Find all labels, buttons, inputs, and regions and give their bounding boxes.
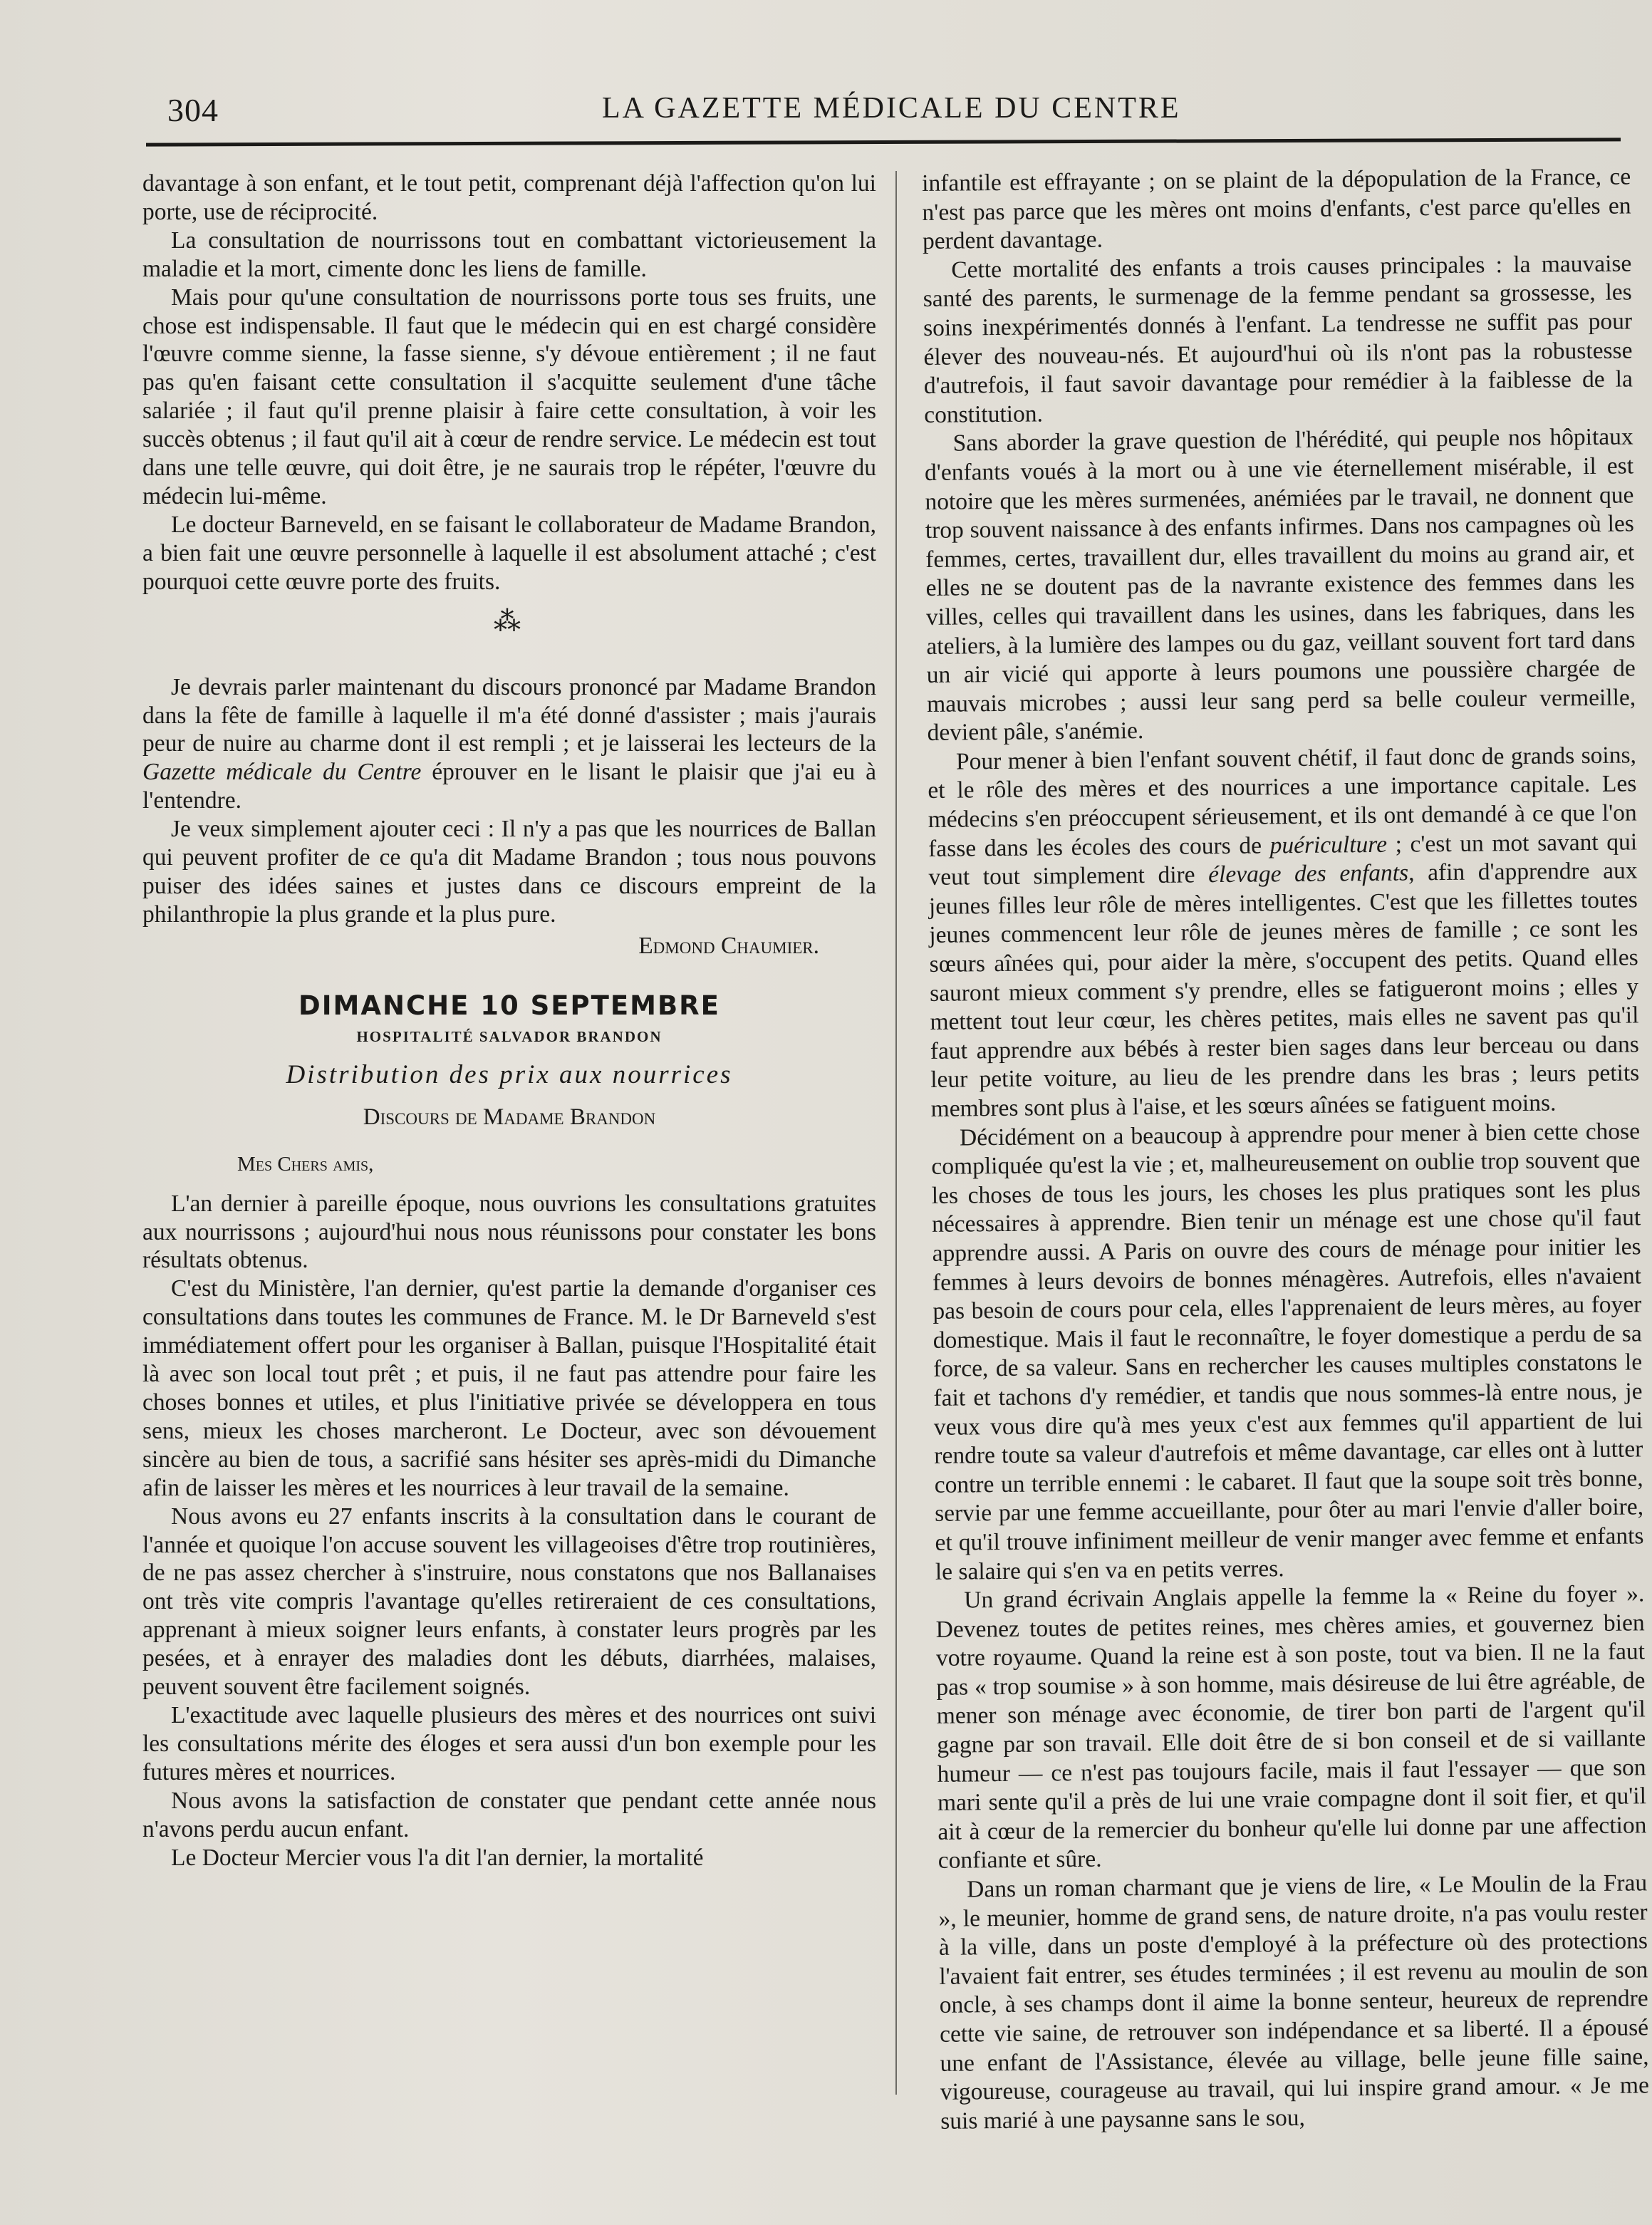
paragraph: L'exactitude avec laquelle plusieurs des mères et des nourrices ont suivi les consultations mérite des éloges et sera aussi d'un bon exemple pour les futures mères et nourrices. bbox=[142, 1701, 876, 1785]
paragraph: Le docteur Barneveld, en se faisant le collaborateur de Madame Brandon, a bien fait une œuvre personnelle à laquelle il est absolument attaché ; c'est pourquoi cette œuvre porte des fruits. bbox=[142, 511, 876, 595]
column-divider bbox=[895, 171, 897, 2095]
speech-title: Discours de Madame Brandon bbox=[363, 1104, 656, 1130]
term-italic: élevage des enfants bbox=[1208, 859, 1409, 888]
paragraph: Le Docteur Mercier vous l'a dit l'an dernier, la mortalité bbox=[171, 1844, 704, 1871]
paragraph: Nous avons la satisfaction de constater que pendant cette année nous n'avons perdu aucun enfant. bbox=[142, 1787, 876, 1842]
section-separator: ⁂ bbox=[494, 606, 525, 637]
paragraph: Sans aborder la grave question de l'hérédité, qui peuple nos hôpitaux d'enfants voués à la mort ou à une vie éternellement misérable, il est notoire que les mères surmenées, anémiées par le travail, ne donnent que trop souvent naissance à des enfants infirmes. Dans nos campagnes où les femmes, certes, travaillent dur, elles travaillent du moins au grand air, et elles ne se doutent pas de la navrante existence des femmes dans les villes, celles qui travaillent dans les usines, dans les fabriques, dans les ateliers, à la lumière des lampes ou du gaz, veillant souvent fort tard dans un air vicié qui apporte à leurs poumons une poussière chargée de mauvais microbes ; aussi leur sang perd sa belle couleur vermeille, devient pâle, s'anémie. bbox=[924, 423, 1636, 747]
author-signature: Edmond Chaumier. bbox=[638, 932, 819, 959]
paragraph: Je devrais parler maintenant du discours prononcé par Madame Brandon dans la fête de famille à laquelle il m'a été donné d'assister ; mais j'aurais peur de nuire au charme dont il est rempli ; et je laisserai les lecteurs de la Gazette médicale du Centre éprouver en le lisant le plaisir que j'ai eu à l'entendre. bbox=[142, 673, 876, 814]
paragraph: Dans un roman charmant que je viens de lire, « Le Moulin de la Frau », le meunier, homme de grand sens, de nature droite, n'a pas voulu rester à la ville, dans un poste d'employé à la préfecture où des protections l'avaient fait entrer, ses études terminées ; il est revenu au moulin de son oncle, à ses champs dont il aime la bonne senteur, heureux de reprendre cette vie saine, de retrouver son indépendance et sa liberté. Il a épousé une enfant de l'Assistance, élevée au village, belle jeune fille saine, vigoureuse, courageuse au travail, qui lui inspire grand amour. « Je me suis marié à une paysanne sans le sou, bbox=[938, 1869, 1650, 2135]
paragraph: Je veux simplement ajouter ceci : Il n'y a pas que les nourrices de Ballan qui peuvent profiter de ce qu'a dit Madame Brandon ; tous nous pouvons puiser des idées saines et justes dans ce discours empreint de la philanthropie la plus grande et la plus pure. bbox=[142, 816, 876, 928]
paragraph: Cette mortalité des enfants a trois causes principales : la mauvaise santé des parents, le surmenage de la femme pendant sa grossesse, les soins inexpérimentés donnés à l'enfant. La tendresse ne suffit pas pour élever des nouveau-nés. Et aujourd'hui où ils n'ont pas la robustesse d'autrefois, il faut savoir davantage pour remédier à la faiblesse de la constitution. bbox=[923, 250, 1633, 428]
section-italic-title: Distribution des prix aux nourrices bbox=[286, 1059, 733, 1089]
paragraph: La consultation de nourrissons tout en combattant victorieusement la maladie et la mort, cimente donc les liens de famille. bbox=[142, 227, 876, 282]
journal-name-italic: Gazette médicale du Centre bbox=[142, 759, 422, 786]
page-number: 304 bbox=[167, 92, 219, 128]
paragraph: davantage à son enfant, et le tout petit, comprenant déjà l'affection qu'on lui porte, use de réciprocité. bbox=[142, 170, 876, 225]
paragraph: Décidément on a beaucoup à apprendre pour mener à bien cette chose compliquée qu'est la vie ; et, malheureusement on oublie trop souvent que les choses de tous les jours, les choses les plus pratiques sont les plus nécessaires à apprendre. Bien tenir un ménage est une chose qu'il faut apprendre aussi. A Paris on ouvre des cours de ménage pour initier les femmes à leurs devoirs de bonnes ménagères. Autrefois, elles n'avaient pas besoin de cours pour cela, elles l'apprenaient de leurs mères, au foyer domestique. Mais il faut le reconnaître, le foyer domestique a perdu de sa force, de sa valeur. Sans en rechercher les causes multiples constatons le fait et tachons d'y remédier, et tandis que nous sommes-là entre nous, je veux vous dire qu'à mes yeux c'est aux femmes qu'il appartient de lui rendre toute sa valeur d'autrefois et même davantage, car elles ont à lutter contre un terrible ennemi : le cabaret. Il faut que la soupe soit très bonne, servie par une femme accueillante, pour ôter au mari l'envie d'aller boire, et qu'il trouve infiniment meilleur de venir manger avec femme et enfants le salaire qui s'en va en petits verres. bbox=[931, 1117, 1644, 1585]
paragraph: Nous avons eu 27 enfants inscrits à la consultation dans le courant de l'année et quoique l'on accuse souvent les villageoises d'être trop routinières, de ne pas assez chercher à s'instruire, nous constatons que nos Ballanaises ont très vite compris l'avantage qu'elles retireraient de ces consultations, apprenant à mieux soigner leurs enfants, à constater leurs progrès par les pesées, et à enrayer des maladies dont les débuts, diarrhées, malaises, peuvent souvent être facilement soignés. bbox=[142, 1503, 876, 1701]
header-rule bbox=[146, 138, 1621, 146]
paragraph: Un grand écrivain Anglais appelle la femme la « Reine du foyer ». Devenez toutes de petites reines, mes chères amies, et gouvernez bien votre royaume. Quand la reine est à son poste, tout va bien. Il ne la faut pas « trop soumise » à son homme, mais désireuse de lui être agréable, de mener son ménage avec économie, de tirer bon parti de l'argent qu'il gagne par son travail. Elle doit être de si bon conseil et de si vaillante humeur — ce n'est pas toujours facile, mais il faut l'essayer — que son mari sente qu'il a près de lui une vraie compagne dont il soit fier, et qu'il ait à cœur de la remercier du bonheur qu'elle lui donne par une affection confiante et sûre. bbox=[935, 1580, 1647, 1874]
left-column bbox=[142, 170, 876, 1872]
page-header bbox=[146, 91, 1614, 134]
salutation: Mes Chers amis, bbox=[237, 1152, 374, 1176]
paragraph: L'an dernier à pareille époque, nous ouvrions les consultations gratuites aux nourrissons ; aujourd'hui nous nous réunissons pour constater les bons résultats obtenus. bbox=[142, 1190, 876, 1274]
paragraph: infantile est effrayante ; on se plaint de la dépopulation de la France, ce n'est pas parce que les mères ont moins d'enfants, c'est parce qu'elles en perdent davantage. bbox=[922, 163, 1631, 255]
term-italic: puériculture bbox=[1269, 831, 1388, 859]
section-subtitle: HOSPITALITÉ SALVADOR BRANDON bbox=[356, 1027, 663, 1045]
paragraph: Pour mener à bien l'enfant souvent chétif, il faut donc de grands soins, et le rôle des mères et des nourrices a une importance capitale. Les médecins s'en préoccupent sérieusement, et ils ont demandé à ce que l'on fasse dans les écoles des cours de puériculture ; c'est un mot savant qui veut tout simplement dire élevage des enfants, afin d'apprendre aux jeunes filles leur rôle de mères intelligentes. C'est que les fillettes toutes jeunes commencent leur rôle de jeunes mères de famille ; ce sont les sœurs aînées qui, pour aider la mère, s'occupent des petits. Quand elles sauront mieux comment s'y prendre, elles se fatigueront moins ; elles y mettent tout leur cœur, les chères petites, mais elles ne savent pas qu'il faut apprendre aux bébés à rester bien sages dans leur berceau ou dans leur petite voiture, au lieu de les prendre dans les bras ; leurs petits membres sont plus à l'aise, et les sœurs aînées se fatiguent moins. bbox=[928, 742, 1640, 1122]
section-title: DIMANCHE 10 SEPTEMBRE bbox=[298, 990, 720, 1021]
right-column bbox=[922, 162, 1649, 2136]
journal-title: LA GAZETTE MÉDICALE DU CENTRE bbox=[602, 92, 1181, 125]
paragraph: Mais pour qu'une consultation de nourrissons porte tous ses fruits, une chose est indispensable. Il faut que le médecin qui en est chargé considère l'œuvre comme sienne, la fasse sienne, s'y dévoue entièrement ; il ne faut pas qu'en faisant cette consultation il s'acquitte seulement d'une tâche salariée ; il faut qu'il prenne plaisir à faire cette consultation, à voir les succès obtenus ; il faut qu'il ait à cœur de rendre service. Le médecin est tout dans une telle œuvre, qui doit être, je ne saurais trop le répéter, l'œuvre du médecin lui-même. bbox=[142, 284, 876, 509]
paragraph: C'est du Ministère, l'an dernier, qu'est partie la demande d'organiser ces consultations dans toutes les communes de France. M. le Dr Barneveld s'est immédiatement offert pour les organiser à Ballan, puisque l'Hospitalité était là avec son local tout prêt ; et puis, il ne faut pas attendre pour faire les choses bonnes et utiles, et plus l'initiative privée se développera en tous sens, mieux les choses marcheront. Le Docteur, avec son dévouement sincère au bien de tous, a sacrifié sans hésiter ses après-midi du Dimanche afin de laisser les mères et les nourrices à leur travail de la semaine. bbox=[142, 1275, 876, 1501]
